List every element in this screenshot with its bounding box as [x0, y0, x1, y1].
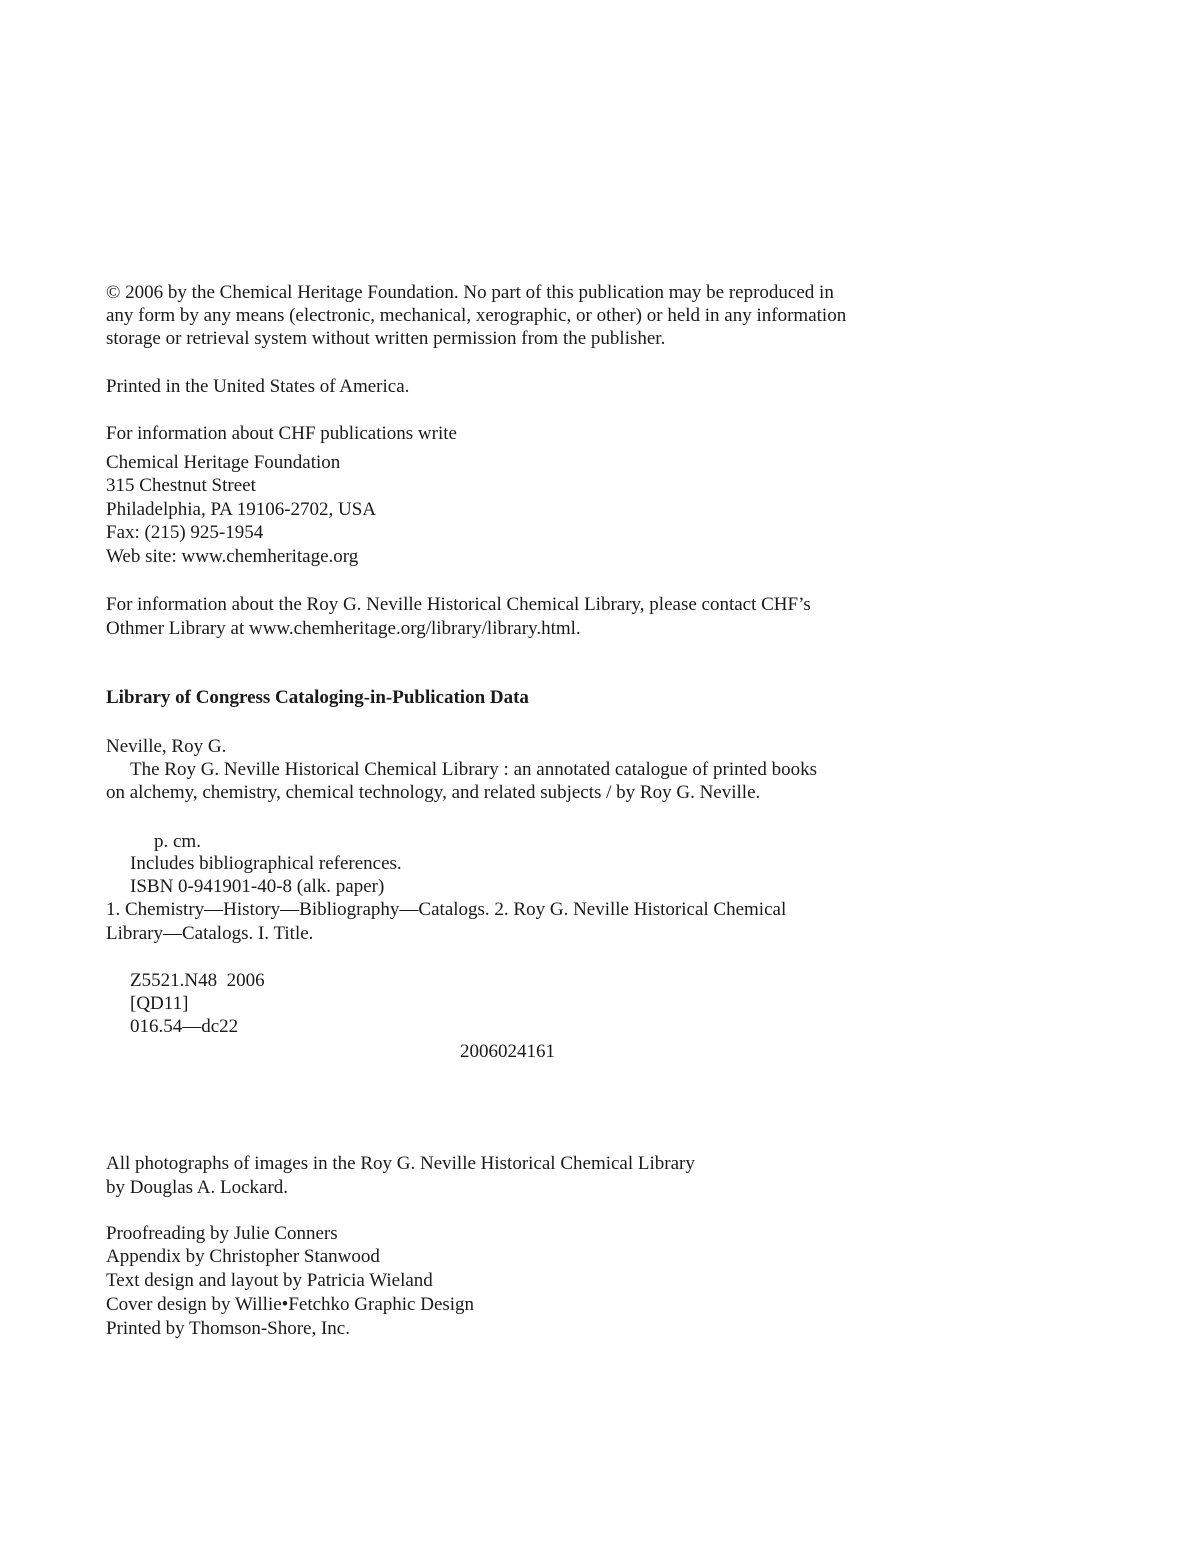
- address-city: Philadelphia, PA 19106-2702, USA: [106, 499, 377, 520]
- cip-subjects-line-1: 1. Chemistry—History—Bibliography—Catalogs. 2. Roy G. Neville Historical Chemical: [106, 899, 787, 920]
- cip-author: Neville, Roy G.: [106, 736, 227, 757]
- cip-pcm: p. cm.: [154, 831, 201, 852]
- address-street: 315 Chestnut Street: [106, 475, 256, 496]
- cip-heading: Library of Congress Cataloging-in-Publication Data: [106, 687, 529, 708]
- cip-lccn: 2006024161: [460, 1041, 555, 1062]
- credit-appendix: Appendix by Christopher Stanwood: [106, 1246, 380, 1267]
- credit-printer: Printed by Thomson-Shore, Inc.: [106, 1318, 350, 1339]
- copyright-line-3: storage or retrieval system without written permission from the publisher.: [106, 328, 666, 349]
- credit-proofreading: Proofreading by Julie Conners: [106, 1223, 338, 1244]
- address-org: Chemical Heritage Foundation: [106, 452, 341, 473]
- cip-title-line-2: on alchemy, chemistry, chemical technology, and related subjects / by Roy G. Neville.: [106, 782, 761, 803]
- cip-subjects-line-2: Library—Catalogs. I. Title.: [106, 923, 314, 944]
- library-info-line-1: For information about the Roy G. Neville Historical Chemical Library, please contact CHF’s: [106, 594, 811, 615]
- cip-dewey: 016.54—dc22: [130, 1016, 239, 1037]
- cip-includes: Includes bibliographical references.: [130, 853, 402, 874]
- cip-call-number: Z5521.N48 2006: [130, 970, 265, 991]
- cip-title-line-1: The Roy G. Neville Historical Chemical Library : an annotated catalogue of printed books: [130, 759, 817, 780]
- printed-in-notice: Printed in the United States of America.: [106, 376, 410, 397]
- cip-isbn: ISBN 0-941901-40-8 (alk. paper): [130, 876, 385, 897]
- publications-info-intro: For information about CHF publications write: [106, 423, 457, 444]
- address-fax: Fax: (215) 925-1954: [106, 522, 264, 543]
- credit-text-design: Text design and layout by Patricia Wieland: [106, 1270, 433, 1291]
- copyright-line-1: © 2006 by the Chemical Heritage Foundation. No part of this publication may be reproduced in: [106, 282, 834, 303]
- address-web: Web site: www.chemheritage.org: [106, 546, 359, 567]
- photographs-credit-line-1: All photographs of images in the Roy G. Neville Historical Chemical Library: [106, 1153, 695, 1174]
- copyright-line-2: any form by any means (electronic, mechanical, xerographic, or other) or held in any information: [106, 305, 847, 326]
- library-info-line-2: Othmer Library at www.chemheritage.org/library/library.html.: [106, 618, 581, 639]
- photographs-credit-line-2: by Douglas A. Lockard.: [106, 1177, 289, 1198]
- credit-cover-design: Cover design by Willie•Fetchko Graphic Design: [106, 1294, 475, 1315]
- cip-qd: [QD11]: [130, 993, 189, 1014]
